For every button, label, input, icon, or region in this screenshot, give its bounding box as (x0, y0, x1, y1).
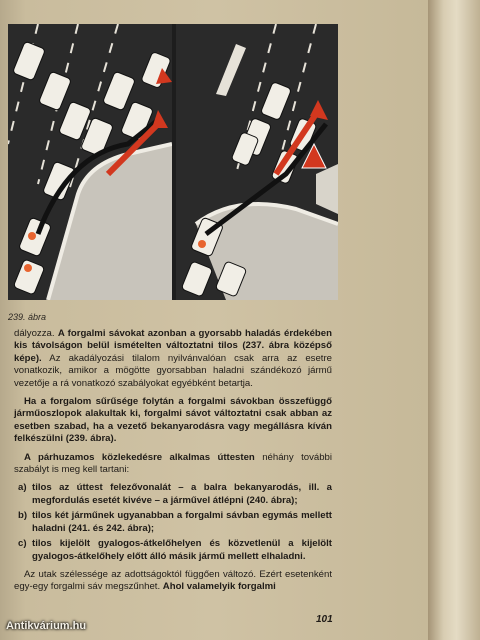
paragraph-4 (14, 569, 332, 594)
list-item-text: tilos két járműnek ugyanabban a forgalmi sávban egymás mellett haladni (241. és 242. ábra); (32, 510, 332, 534)
list-item-text: tilos kijelölt gyalogos-átkelőhelyen és közvetlenül a kijelölt gyalogos-átkelőhely előtt álló másik jármű mellett elhaladni. (32, 538, 332, 562)
figure-239 (8, 24, 338, 300)
watermark: Antikvárium.hu (6, 620, 87, 632)
p1-start: dályozza. (14, 328, 58, 339)
list-item-label: c) (18, 538, 27, 550)
paragraph-2 (14, 396, 332, 446)
paragraph-3 (14, 452, 332, 477)
p1-bold: A forgalmi sávokat azonban a gyorsabb haladás érdekében kis távolságon belül ismételten változtatni tilos (237. ábra középső képe). (14, 328, 332, 364)
list-item (14, 538, 332, 563)
book-page-edge (428, 0, 480, 640)
p4-bold: Ahol valamelyik forgalmi (162, 581, 276, 593)
p3-bold: A párhuzamos közlekedésre alkalmas úttesten (24, 451, 255, 463)
p3-rest: néhány további szabályt is meg kell tartani: (14, 451, 333, 476)
left-traffic-illustration (8, 24, 172, 300)
p4-start: Az utak szélessége az adottságoktól függően változó. Ezért esetenként egy-egy forgalmi sáv megszűnhet. (14, 568, 332, 593)
body-text (14, 328, 332, 600)
figure-caption: 239. ábra (8, 312, 47, 322)
paragraph-1 (14, 328, 332, 390)
figure-left-panel (8, 24, 172, 300)
list-item-text: tilos az úttest felezővonalát – a balra bekanyarodás, ill. a megfordulás esetét kivéve – a járművel átlépni (240. ábra); (32, 482, 332, 506)
p2-bold: Ha a forgalom sűrűsége folytán a forgalmi sávokban összefüggő járműoszlopok alakultak ki, forgalmi sávot változtatni csak abban az esetben szabad, ha a vezető bekanyarodásra vagy megállásra kíván felkészülni (239. ábra). (14, 396, 332, 445)
list-item (14, 510, 332, 535)
figure-right-panel (176, 24, 338, 300)
list-item-label: b) (18, 510, 28, 522)
list-item (14, 482, 332, 507)
page-number: 101 (316, 614, 333, 625)
right-traffic-illustration (176, 24, 338, 300)
p1-rest: Az akadályozási tilalom nyilvánvalóan csak arra az esetre vonatkozik, amikor a mögötte gyorsabban haladni szándékozó jármű vezetője a rá vonatkozó szabályokat egyébként betartja. (14, 352, 332, 389)
rules-list (14, 482, 332, 562)
list-item-label: a) (18, 482, 27, 494)
